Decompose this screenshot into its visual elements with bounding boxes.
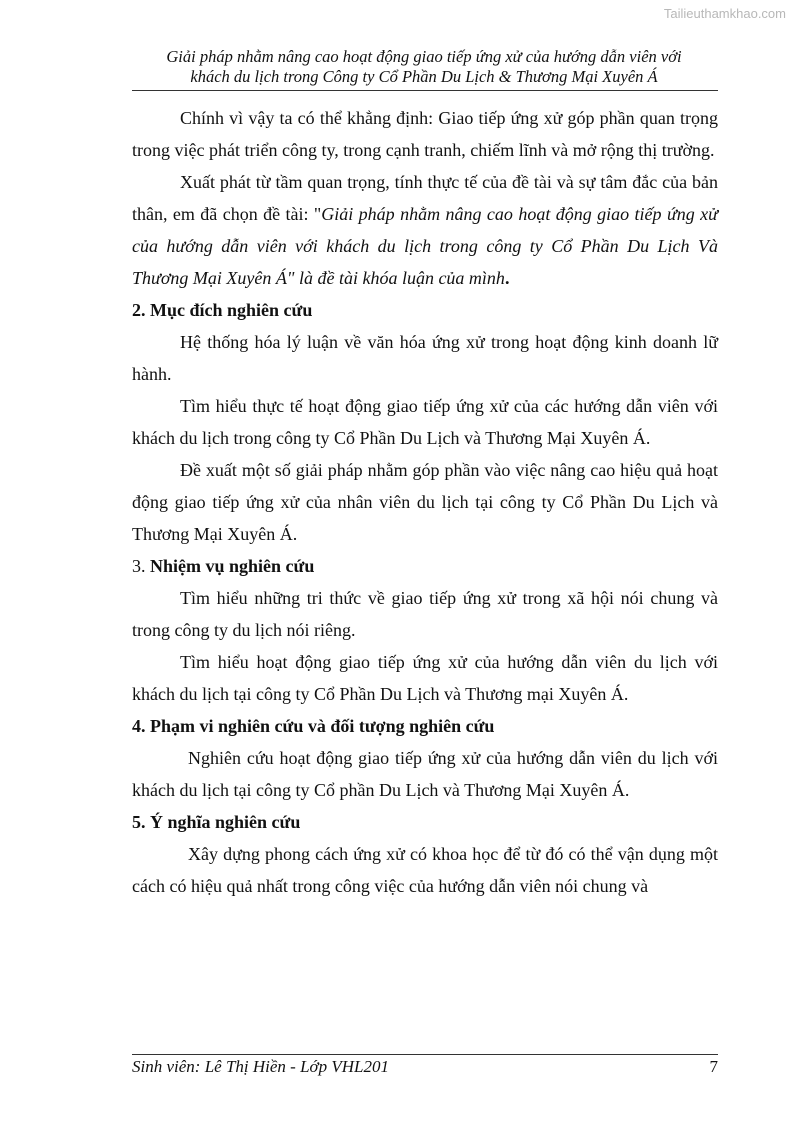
paragraph-topic-choice xyxy=(132,166,718,294)
heading-3-text: Nhiệm vụ nghiên cứu xyxy=(145,556,315,576)
footer-divider xyxy=(132,1054,718,1055)
paragraph-task-1: Tìm hiểu những tri thức về giao tiếp ứng xử trong xã hội nói chung và trong công ty du lịch nói riêng. xyxy=(132,588,718,640)
heading-2-text: . Mục đích nghiên cứu xyxy=(141,300,313,320)
paragraph-purpose-3: Đề xuất một số giải pháp nhằm góp phần vào việc nâng cao hiệu quả hoạt động giao tiếp ứng xử của nhân viên du lịch tại công ty Cổ Phần Du Lịch và Thương Mại Xuyên Á. xyxy=(132,460,718,544)
page-number: 7 xyxy=(709,1057,718,1076)
paragraph-scope: Nghiên cứu hoạt động giao tiếp ứng xử của hướng dẫn viên du lịch với khách du lịch tại công ty Cổ phần Du Lịch và Thương Mại Xuyên Á. xyxy=(132,748,718,800)
topic-end-period: . xyxy=(504,268,510,288)
heading-research-purpose xyxy=(132,294,718,326)
header-line-1: Giải pháp nhằm nâng cao hoạt động giao tiếp ứng xử của hướng dẫn viên với xyxy=(166,47,682,66)
watermark: Tailieuthamkhao.com xyxy=(663,6,786,21)
paragraph-purpose-2: Tìm hiểu thực tế hoạt động giao tiếp ứng xử của các hướng dẫn viên với khách du lịch trong công ty Cổ Phần Du Lịch và Thương Mại Xuyên Á. xyxy=(132,396,718,448)
paragraph-conclusion: Chính vì vậy ta có thể khẳng định: Giao tiếp ứng xử góp phần quan trọng trong việc phát triển công ty, trong cạnh tranh, chiếm lĩnh và mở rộng thị trường. xyxy=(132,108,718,160)
document-body xyxy=(132,102,718,902)
header-line-2: khách du lịch trong Công ty Cổ Phần Du Lịch & Thương Mại Xuyên Á xyxy=(190,67,658,86)
heading-2-number: 2 xyxy=(132,300,141,320)
topic-intro-text: Xuất phát từ tầm quan trọng, tính thực tế của đề tài và sự tâm đắc của bản thân, em đã chọn đề tài: " xyxy=(132,172,718,224)
page-header xyxy=(132,47,716,87)
heading-research-tasks xyxy=(132,550,718,582)
paragraph-purpose-1: Hệ thống hóa lý luận về văn hóa ứng xử trong hoạt động kinh doanh lữ hành. xyxy=(132,332,718,384)
paragraph-significance: Xây dựng phong cách ứng xử có khoa học để từ đó có thể vận dụng một cách có hiệu quả nhất trong công việc của hướng dẫn viên nói chung và xyxy=(132,844,718,896)
footer-student-info: Sinh viên: Lê Thị Hiền - Lớp VHL201 xyxy=(132,1057,389,1076)
heading-scope: 4. Phạm vi nghiên cứu và đối tượng nghiên cứu xyxy=(132,716,495,736)
header-divider xyxy=(132,90,718,91)
paragraph-task-2: Tìm hiểu hoạt động giao tiếp ứng xử của hướng dẫn viên du lịch với khách du lịch tại công ty Cổ Phần Du Lịch và Thương mại Xuyên Á. xyxy=(132,652,718,704)
heading-significance: 5. Ý nghĩa nghiên cứu xyxy=(132,812,301,832)
topic-title-italic: Giải pháp nhằm nâng cao hoạt động giao tiếp ứng xử của hướng dẫn viên với khách du lịch trong công ty Cổ Phần Du Lịch Và Thương Mại Xuyên Á" là đề tài khóa luận của mình xyxy=(132,204,718,288)
heading-3-number: 3. xyxy=(132,556,146,576)
